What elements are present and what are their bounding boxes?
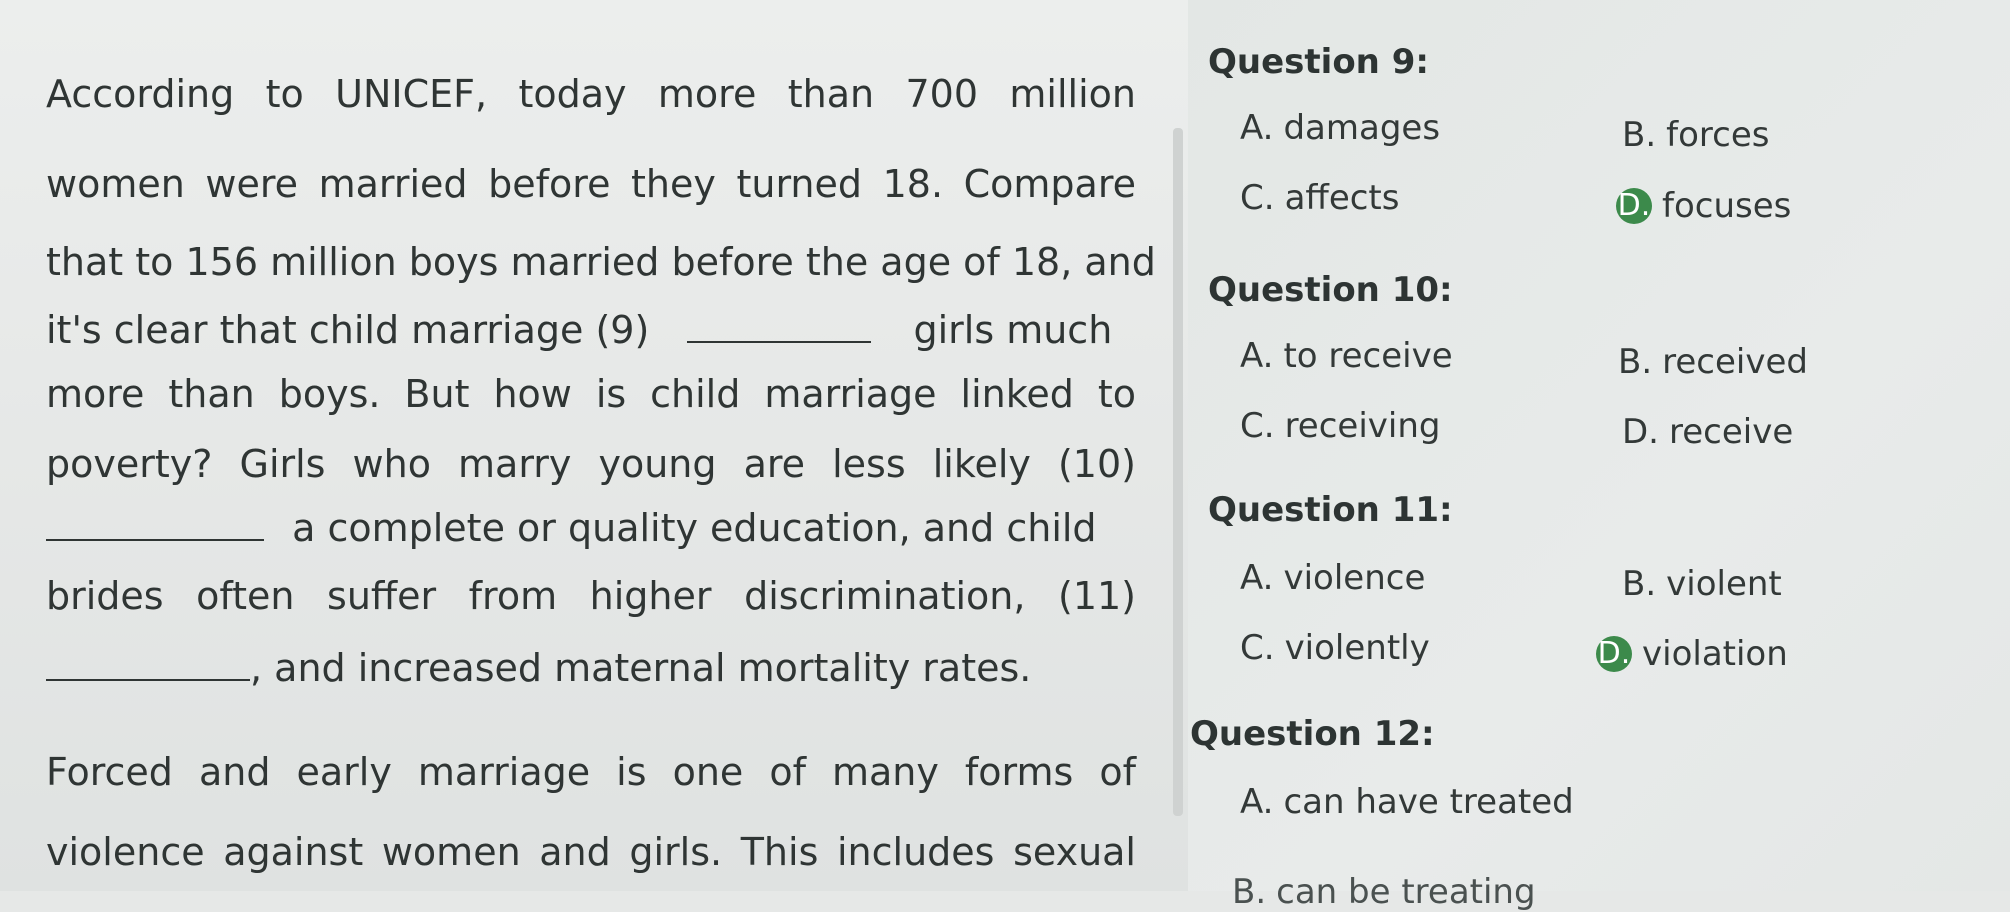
passage-line-4-end: girls much [913, 308, 1113, 352]
option-text: violently [1284, 628, 1430, 668]
option-letter: C. [1240, 178, 1275, 218]
passage-line-7-text: a complete or quality education, and child [292, 506, 1097, 550]
passage-line-2: women were married before they turned 18. Compare [46, 162, 1136, 206]
passage-line-9 [46, 646, 1031, 690]
passage-line-10: Forced and early marriage is one of many forms of [46, 750, 1136, 794]
passage-line-5: more than boys. But how is child marriage linked to [46, 372, 1136, 416]
passage-line-7 [46, 506, 1097, 550]
passage-line-4 [46, 308, 1112, 352]
question-9-title: Question 9: [1208, 42, 1429, 82]
option-letter: B. [1232, 872, 1267, 912]
option-text: violation [1642, 634, 1788, 674]
question-10-option-a[interactable] [1240, 336, 1453, 376]
answer-blank-11[interactable] [46, 671, 250, 681]
passage-line-4-start: it's clear that child marriage (9) [46, 308, 650, 352]
passage-line-3: that to 156 million boys married before the age of 18, and [46, 240, 1156, 284]
passage-line-6: poverty? Girls who marry young are less likely (10) [46, 442, 1136, 486]
question-9-option-d[interactable] [1616, 186, 1791, 226]
question-11-option-c[interactable] [1240, 628, 1430, 668]
question-11-option-a[interactable] [1240, 558, 1425, 598]
option-letter: A. [1240, 782, 1274, 822]
option-letter: C. [1240, 406, 1275, 446]
question-9-option-a[interactable] [1240, 108, 1440, 148]
option-text: receive [1669, 412, 1794, 452]
panel-scrollbar[interactable] [1173, 128, 1183, 816]
option-text: receiving [1284, 406, 1441, 446]
option-text: violent [1666, 564, 1782, 604]
question-11-option-b[interactable] [1622, 564, 1782, 604]
option-text: affects [1284, 178, 1400, 218]
option-letter: A. [1240, 336, 1274, 376]
option-text: focuses [1662, 186, 1792, 226]
question-10-option-b[interactable] [1618, 342, 1808, 382]
option-text: can have treated [1283, 782, 1574, 822]
option-text: can be treating [1276, 872, 1536, 912]
answer-blank-10[interactable] [46, 531, 264, 541]
option-letter: C. [1240, 628, 1275, 668]
option-text: forces [1666, 115, 1770, 155]
question-12-option-b[interactable] [1232, 872, 1536, 912]
option-letter-selected: D. [1617, 188, 1651, 223]
option-letter: B. [1618, 342, 1653, 382]
option-text: violence [1283, 558, 1426, 598]
question-9-option-b[interactable] [1622, 115, 1769, 155]
question-11-title: Question 11: [1208, 490, 1453, 530]
question-10-option-d[interactable] [1622, 412, 1793, 452]
option-letter: B. [1622, 115, 1657, 155]
option-letter-selected: D. [1597, 636, 1631, 671]
question-10-option-c[interactable] [1240, 406, 1440, 446]
option-letter: A. [1240, 108, 1274, 148]
passage-line-9-text: , and increased maternal mortality rates. [250, 646, 1032, 690]
option-letter: D. [1622, 412, 1659, 452]
passage-line-8: brides often suffer from higher discrimination, (11) [46, 574, 1136, 618]
option-text: damages [1283, 108, 1441, 148]
question-11-option-d[interactable] [1596, 634, 1788, 674]
option-letter: A. [1240, 558, 1274, 598]
option-text: received [1662, 342, 1808, 382]
question-9-option-c[interactable] [1240, 178, 1399, 218]
option-letter: B. [1622, 564, 1657, 604]
question-12-title: Question 12: [1190, 714, 1435, 754]
passage-line-1: According to UNICEF, today more than 700 million [46, 72, 1136, 116]
passage-line-11: violence against women and girls. This includes sexual [46, 830, 1136, 874]
option-text: to receive [1283, 336, 1453, 376]
question-12-option-a[interactable] [1240, 782, 1574, 822]
question-10-title: Question 10: [1208, 270, 1453, 310]
answer-blank-9[interactable] [687, 333, 871, 343]
